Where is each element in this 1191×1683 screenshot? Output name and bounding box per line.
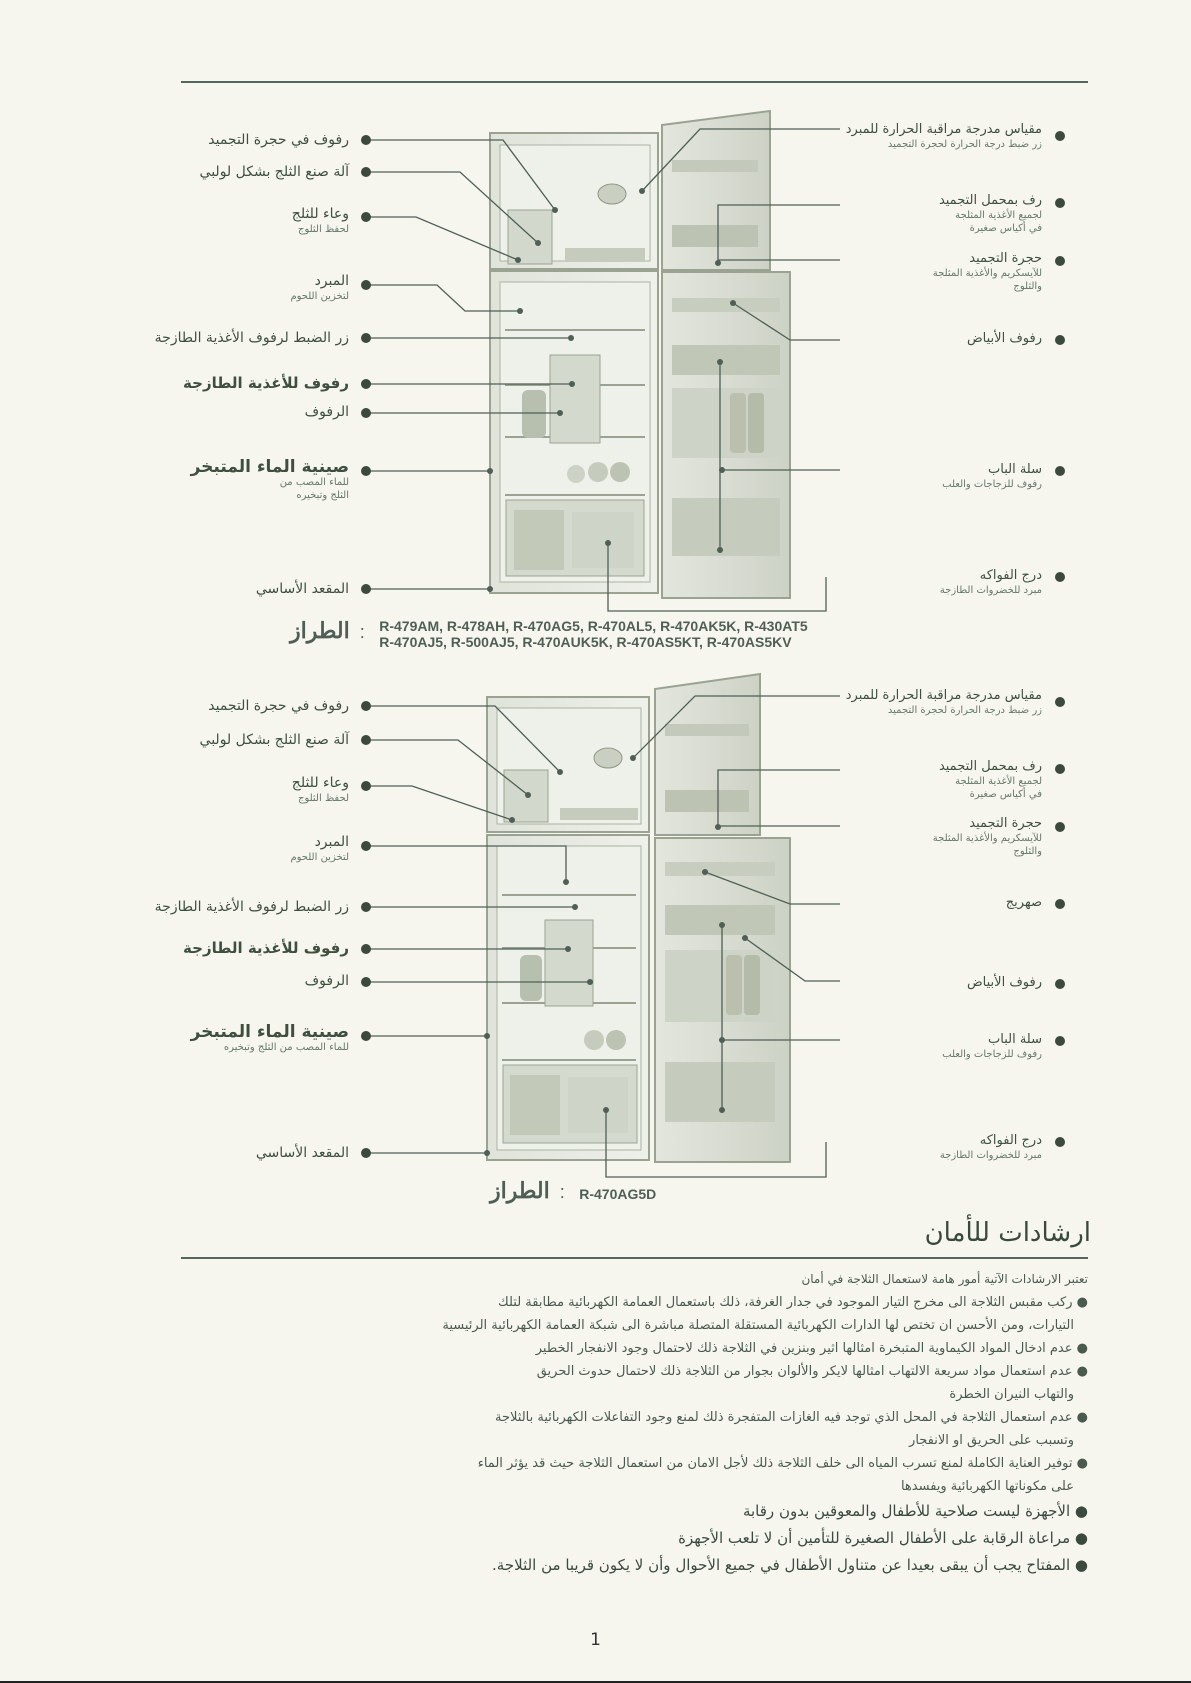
bullet-icon — [361, 735, 371, 745]
label-twist-ice-maker: آلة صنع الثلج بشكل لولبي — [199, 732, 349, 748]
bullet-icon — [1055, 335, 1065, 345]
model-key: الطراز — [290, 618, 350, 644]
page-number: 1 — [590, 1630, 601, 1650]
bullet-icon — [361, 333, 371, 343]
label-freezer-compartment: حجرة التجميد للآيسكريم والأغذية المثلجة والثلوج — [932, 816, 1042, 857]
list-item: ● توفير العناية الكاملة لمنع تسرب المياه الى خلف الثلاجة ذلك لأجل الامان من استعمال الثلاجة حيث قد يؤثر الماء — [477, 1456, 1088, 1471]
bullet-icon — [361, 280, 371, 290]
label-ice-bin: وعاء للثلج لحفظ الثلوج — [291, 775, 349, 804]
bullet-icon — [361, 701, 371, 711]
bullet-icon — [1055, 697, 1065, 707]
fridge-2-illustration — [487, 674, 790, 1162]
label-fresh-food-shelves: رفوف للأغذية الطازجة — [183, 374, 349, 392]
label-door-basket: سلة الباب رفوف للزجاجات والعلب — [942, 462, 1042, 490]
bullet-icon — [361, 977, 371, 987]
bullet-icon — [361, 1148, 371, 1158]
model-value: R-470AG5D — [579, 1185, 657, 1202]
bullet-icon — [1055, 256, 1065, 266]
bullet-icon — [361, 944, 371, 954]
list-item: ● ركب مقبس الثلاجة الى مخرج التيار الموجود في جدار الغرفة، ذلك باستعمال العمامة الكهربائية مطابقة لتلك — [498, 1295, 1088, 1310]
label-chiller: المبرد لتخزين اللحوم — [290, 834, 349, 863]
label-fresh-shelf-adjuster: زر الضبط لرفوف الأغذية الطازجة — [154, 330, 349, 346]
label-twist-ice-maker: آلة صنع الثلج بشكل لولبي — [199, 164, 349, 180]
label-chiller: المبرد لتخزين اللحوم — [290, 273, 349, 302]
bullet-icon — [361, 212, 371, 222]
label-base-cover: المقعد الأساسي — [255, 581, 349, 597]
label-evaporating-tray: صينية الماء المتبخر للماء المصب من الثلج وتبخيره — [190, 457, 349, 501]
list-item-continuation: على مكوناتها الكهربائية ويفسدها — [900, 1479, 1074, 1494]
label-water-tank: صهريج — [1005, 895, 1042, 910]
label-vegetable-drawer: درج الفواكه مبرد للخضروات الطازجة — [939, 568, 1042, 596]
label-freezer-door-rack: رف بمحمل التجميد لجميع الأغذية المثلجة في أكياس صغيرة — [938, 759, 1042, 800]
label-shelves: الرفوف — [304, 404, 349, 420]
label-ice-bin: وعاء للثلج لحفظ الثلوج — [291, 206, 349, 235]
label-freezer-shelves: رفوف في حجرة التجميد — [208, 698, 349, 714]
intro-text: تعتبر الارشادات الآتية أمور هامة لاستعمال الثلاجة في أمان — [801, 1272, 1088, 1286]
list-item: ● عدم ادخال المواد الكيماوية المتبخرة امثالها اثير وبنزين في الثلاجة ذلك لاحتمال وجود الانفجار الخطير — [535, 1341, 1088, 1356]
bullet-icon — [361, 841, 371, 851]
bullet-icon — [361, 379, 371, 389]
bullet-icon — [1055, 979, 1065, 989]
model-values: R-479AM, R-478AH, R-470AG5, R-470AL5, R-470AK5K, R-430AT5 R-470AJ5, R-500AJ5, R-470AUK5K, R-470AS5KT, R-470AS5KV — [379, 618, 808, 650]
bullet-icon — [1055, 822, 1065, 832]
model-list-2: الطراز : R-470AG5D — [490, 1178, 657, 1203]
label-shelves: الرفوف — [304, 973, 349, 989]
bullet-icon — [361, 167, 371, 177]
list-item: ● المفتاح يجب أن يبقى بعيدا عن متناول الأطفال في جميع الأحوال وأن لا يكون قريبا من الثلاجة. — [492, 1556, 1088, 1574]
label-freezer-shelves: رفوف في حجرة التجميد — [208, 132, 349, 148]
label-fresh-food-shelves: رفوف للأغذية الطازجة — [183, 939, 349, 957]
list-item-continuation: التيارات، ومن الأحسن ان تختص لها الدارات الكهربائية المستقلة المتصلة مباشرة الى شبكة العمامة الكهربائية الرئيسية — [442, 1318, 1074, 1333]
safety-instructions — [170, 1268, 1088, 1579]
label-door-basket: سلة الباب رفوف للزجاجات والعلب — [942, 1032, 1042, 1060]
bullet-icon — [361, 781, 371, 791]
label-base-cover: المقعد الأساسي — [255, 1145, 349, 1161]
bullet-icon — [361, 1031, 371, 1041]
list-item: ● مراعاة الرقابة على الأطفال الصغيرة للتأمين أن لا تلعب الأجهزة — [678, 1529, 1088, 1547]
bullet-icon — [1055, 1137, 1065, 1147]
list-item-continuation: وتسبب على الحريق او الانفجار — [909, 1433, 1074, 1448]
label-evaporating-tray: صينية الماء المتبخر للماء المصب من الثلج وتبخيره — [190, 1022, 349, 1053]
label-fresh-shelf-adjuster: زر الضبط لرفوف الأغذية الطازجة — [154, 899, 349, 915]
label-fridge-temp-dial: مقياس مدرجة مراقبة الحرارة للمبرد زر ضبط درجة الحرارة لحجرة التجميد — [845, 688, 1042, 716]
section-rule — [181, 1257, 1088, 1259]
label-freezer-compartment: حجرة التجميد للآيسكريم والأغذية المثلجة والثلوج — [932, 251, 1042, 292]
bullet-icon — [1055, 899, 1065, 909]
label-fridge-temp-dial: مقياس مدرجة مراقبة الحرارة للمبرد زر ضبط درجة الحرارة لحجرة التجميد — [845, 122, 1042, 150]
bullet-icon — [361, 584, 371, 594]
bullet-icon — [361, 466, 371, 476]
section-title: ارشادات للأمان — [924, 1218, 1091, 1248]
model-list-1: الطراز : R-479AM, R-478AH, R-470AG5, R-470AL5, R-470AK5K, R-430AT5 R-470AJ5, R-500AJ5, R-470AUK5K, R-470AS5KT, R-470AS5KV — [290, 618, 808, 650]
label-freezer-door-rack: رف بمحمل التجميد لجميع الأغذية المثلجة في أكياس صغيرة — [938, 193, 1042, 234]
bullet-icon — [361, 135, 371, 145]
bullet-icon — [1055, 572, 1065, 582]
bullet-icon — [361, 408, 371, 418]
model-key: الطراز — [490, 1178, 550, 1203]
list-item-continuation: والتهاب النيران الخطرة — [949, 1387, 1074, 1402]
label-vegetable-drawer: درج الفواكه مبرد للخضروات الطازجة — [939, 1133, 1042, 1161]
list-item: ● عدم استعمال مواد سريعة الالتهاب امثالها لايكر والألوان بجوار من الثلاجة ذلك لاحتمال حدوث الحريق — [536, 1364, 1088, 1379]
bullet-icon — [1055, 131, 1065, 141]
list-item: ● عدم استعمال الثلاجة في المحل الذي توجد فيه الغازات المتفجرة ذلك لمنع وجود التفاعلات الكهربائية بالثلاجة — [495, 1410, 1088, 1425]
label-egg-shelf: رفوف الأبياض — [966, 975, 1042, 990]
list-item: ● الأجهزة ليست صلاحية للأطفال والمعوقين بدون رقابة — [742, 1502, 1088, 1520]
bullet-icon — [1055, 198, 1065, 208]
bullet-icon — [1055, 764, 1065, 774]
bullet-icon — [361, 902, 371, 912]
label-egg-shelf: رفوف الأبياض — [966, 331, 1042, 346]
bullet-icon — [1055, 466, 1065, 476]
bullet-icon — [1055, 1036, 1065, 1046]
